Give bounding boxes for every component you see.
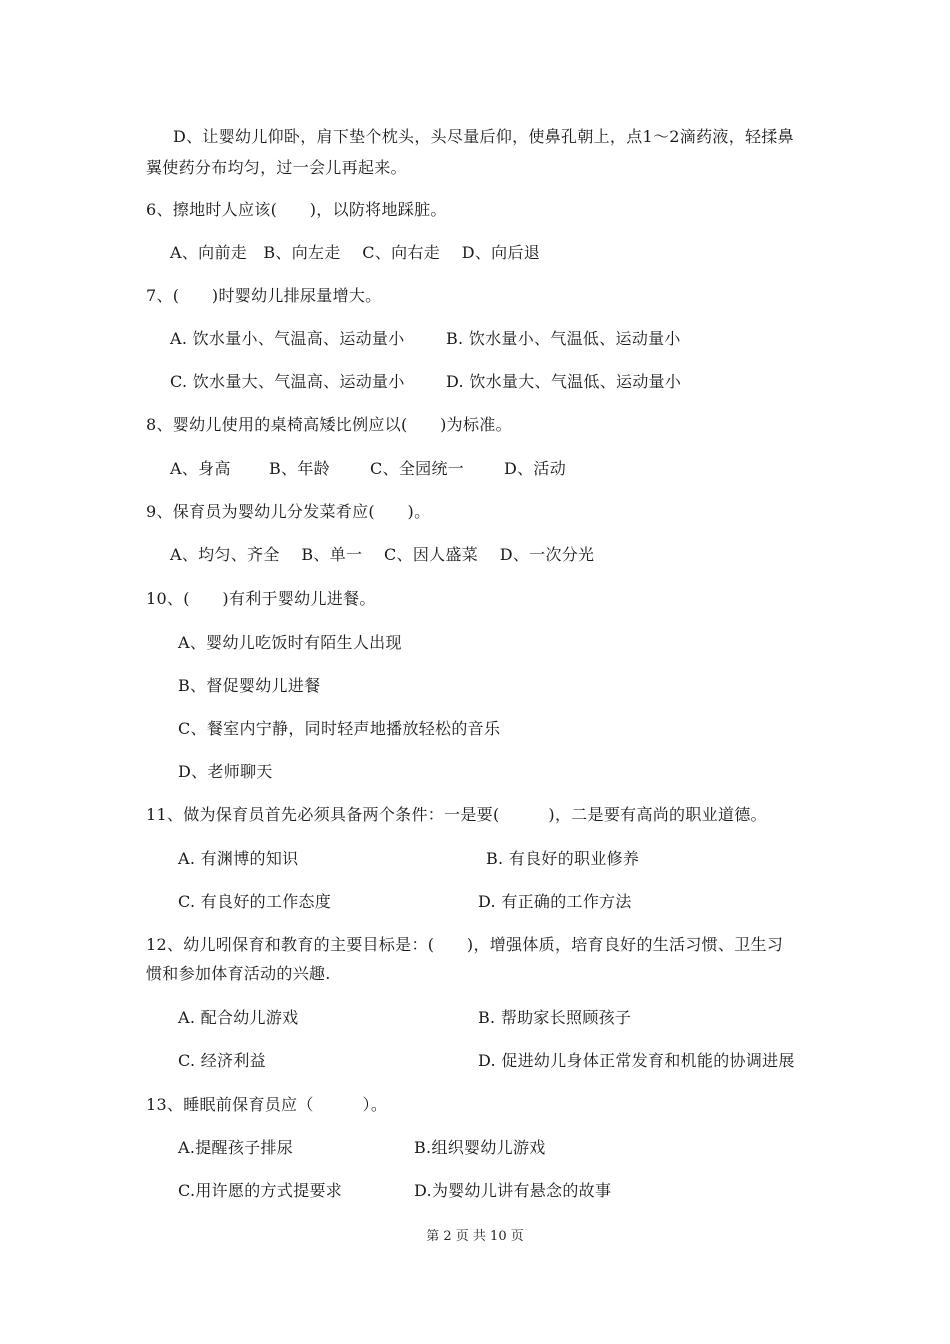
q13-option-c: C.用许愿的方式提要求 bbox=[178, 1181, 343, 1200]
q5-option-d-line1: D、让婴幼儿仰卧，肩下垫个枕头，头尽量后仰，使鼻孔朝上，点1～2滴药液，轻揉鼻 bbox=[173, 127, 794, 146]
q11-option-c: C. 有良好的工作态度 bbox=[178, 892, 332, 911]
q12-stem-line2: 惯和参加体育活动的兴趣. bbox=[146, 964, 331, 983]
q7-option-d: D. 饮水量大、气温低、运动量小 bbox=[446, 372, 682, 391]
q8-option-b: B、年龄 bbox=[269, 459, 330, 478]
q8-option-a: A、身高 bbox=[170, 459, 231, 478]
q9-options: A、均匀、齐全 B、单一 C、因人盛菜 D、一次分光 bbox=[170, 545, 595, 564]
q5-option-d-line2: 翼使药分布均匀，过一会儿再起来。 bbox=[146, 158, 407, 177]
q9-stem: 9、保育员为婴幼儿分发菜肴应( )。 bbox=[146, 502, 431, 521]
q12-stem-line1: 12、幼儿吲保育和教育的主要目标是：( )，增强体质，培育良好的生活习惯、卫生习 bbox=[146, 935, 784, 954]
q6-stem: 6、擦地时人应该( )，以防将地踩脏。 bbox=[146, 200, 447, 219]
q10-option-a: A、婴幼儿吃饭时有陌生人出现 bbox=[178, 633, 402, 652]
q12-option-b: B. 帮助家长照顾孩子 bbox=[478, 1008, 632, 1027]
q11-option-d: D. 有正确的工作方法 bbox=[478, 892, 632, 911]
q7-option-c: C. 饮水量大、气温高、运动量小 bbox=[170, 372, 405, 391]
q10-option-c: C、餐室内宁静，同时轻声地播放轻松的音乐 bbox=[178, 719, 501, 738]
q7-option-b: B. 饮水量小、气温低、运动量小 bbox=[446, 329, 681, 348]
q10-option-d: D、老师聊天 bbox=[178, 762, 273, 781]
q8-stem: 8、婴幼儿使用的桌椅高矮比例应以( )为标准。 bbox=[146, 415, 512, 434]
q11-option-a: A. 有渊博的知识 bbox=[178, 849, 299, 868]
q13-stem: 13、睡眠前保育员应（ ）。 bbox=[146, 1095, 388, 1114]
q12-option-a: A. 配合幼儿游戏 bbox=[178, 1008, 299, 1027]
q10-option-b: B、督促婴幼儿进餐 bbox=[178, 676, 321, 695]
q8-option-d: D、活动 bbox=[504, 459, 567, 478]
q10-stem: 10、( )有利于婴幼儿进餐。 bbox=[146, 589, 376, 608]
q6-options: A、向前走 B、向左走 C、向右走 D、向后退 bbox=[170, 243, 541, 262]
page-footer: 第 2 页 共 10 页 bbox=[426, 1229, 524, 1244]
q13-option-b: B.组织婴幼儿游戏 bbox=[414, 1138, 546, 1157]
q11-option-b: B. 有良好的职业修养 bbox=[486, 849, 640, 868]
q7-stem: 7、( )时婴幼儿排尿量增大。 bbox=[146, 286, 382, 305]
q8-option-c: C、全园统一 bbox=[370, 459, 465, 478]
q13-option-d: D.为婴幼儿讲有悬念的故事 bbox=[414, 1181, 612, 1200]
q12-option-c: C. 经济利益 bbox=[178, 1051, 266, 1070]
q7-option-a: A. 饮水量小、气温高、运动量小 bbox=[170, 329, 405, 348]
q11-stem: 11、做为保育员首先必须具备两个条件：一是要( )，二是要有高尚的职业道德。 bbox=[146, 805, 767, 824]
q12-option-d: D. 促进幼儿身体正常发育和机能的协调进展 bbox=[478, 1051, 795, 1070]
q13-option-a: A.提醒孩子排尿 bbox=[178, 1138, 294, 1157]
